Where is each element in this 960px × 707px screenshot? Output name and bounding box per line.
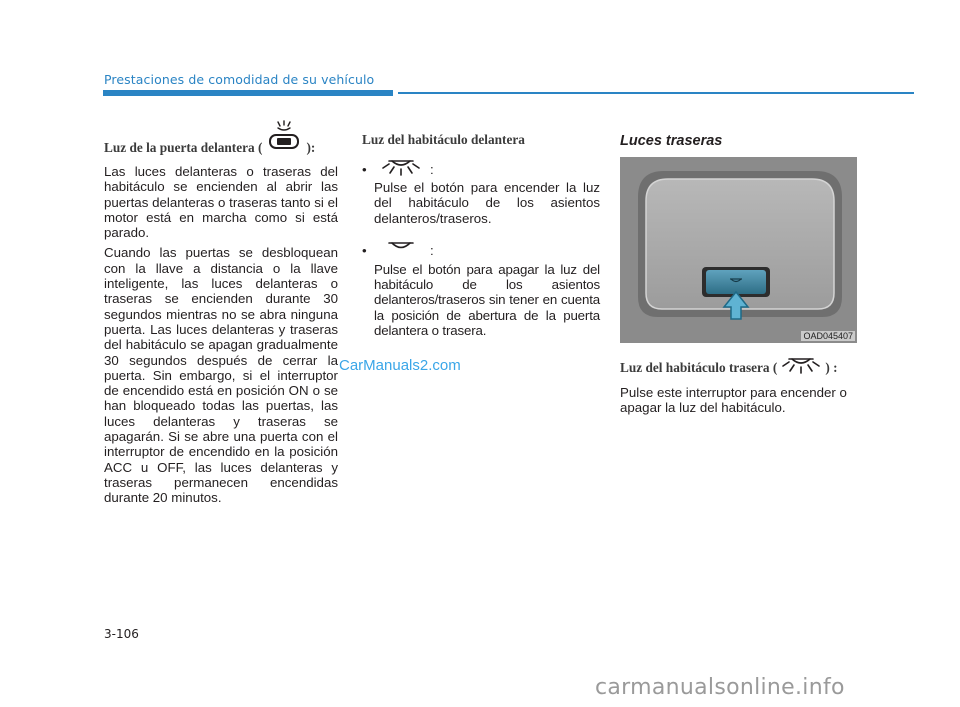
list-item: • : xyxy=(362,158,600,180)
header-rule xyxy=(398,92,914,94)
door-lamp-heading: Luz de la puerta delantera ( ): xyxy=(104,140,338,156)
lamp-on-icon xyxy=(380,159,422,180)
door-lamp-section xyxy=(104,140,338,511)
watermark-footer[interactable]: carmanualsonline.info xyxy=(595,675,845,700)
rear-lamp-section xyxy=(620,133,856,421)
rear-lamps-heading: Luces traseras xyxy=(620,133,723,149)
rear-lamp-photo xyxy=(620,157,857,343)
paragraph: Las luces delanteras o traseras del habitáculo se encienden al abrir las puertas delanteras o traseras tanto si el motor está en marcha como si está parado. xyxy=(104,164,338,241)
header-bar xyxy=(103,90,393,96)
paragraph: Pulse este interruptor para encender o apagar la luz del habitáculo. xyxy=(620,385,847,416)
photo-code: OAD045407 xyxy=(803,331,853,341)
rear-lamp-heading: Luz del habitáculo trasera ( ) : xyxy=(620,357,856,379)
lamp-off-icon xyxy=(380,240,422,261)
rear-lamp-icon xyxy=(781,357,821,379)
front-lamp-section xyxy=(362,132,600,343)
front-lamp-heading: Luz del habitáculo delantera xyxy=(362,132,525,147)
paragraph: Pulse el botón para encender la luz del habitáculo de los asientos delanteros/traseros. xyxy=(374,180,600,226)
paragraph: Cuando las puertas se desbloquean con la llave a distancia o la llave inteligente, las luces delanteras o traseras se encienden durante 30 segundos mientras no se abra ninguna puerta. Las luces delanteras y traseras del habitáculo se apagan gradualmente 30 segundos después de cerrar la puerta. Sin embargo, si el interruptor de encendido está en posición ON o se han bloqueado todas las puertas, las luces delanteras y traseras se apagarán. Si se abre una puerta con el interruptor de encendido en la posición ACC u OFF, las luces delanteras y traseras permanecen encendidas durante 20 minutos. xyxy=(104,245,338,506)
list-item: • : xyxy=(362,240,600,262)
page-number: 3-106 xyxy=(104,627,139,641)
section-title: Prestaciones de comodidad de su vehículo xyxy=(104,72,375,87)
watermark-link[interactable]: CarManuals2.com xyxy=(339,357,461,374)
paragraph: Pulse el botón para apagar la luz del habitáculo de los asientos delanteros/traseros sin tener en cuenta la posición de abertura de la puerta delantera o trasera. xyxy=(374,261,600,339)
door-lamp-icon xyxy=(266,120,302,154)
